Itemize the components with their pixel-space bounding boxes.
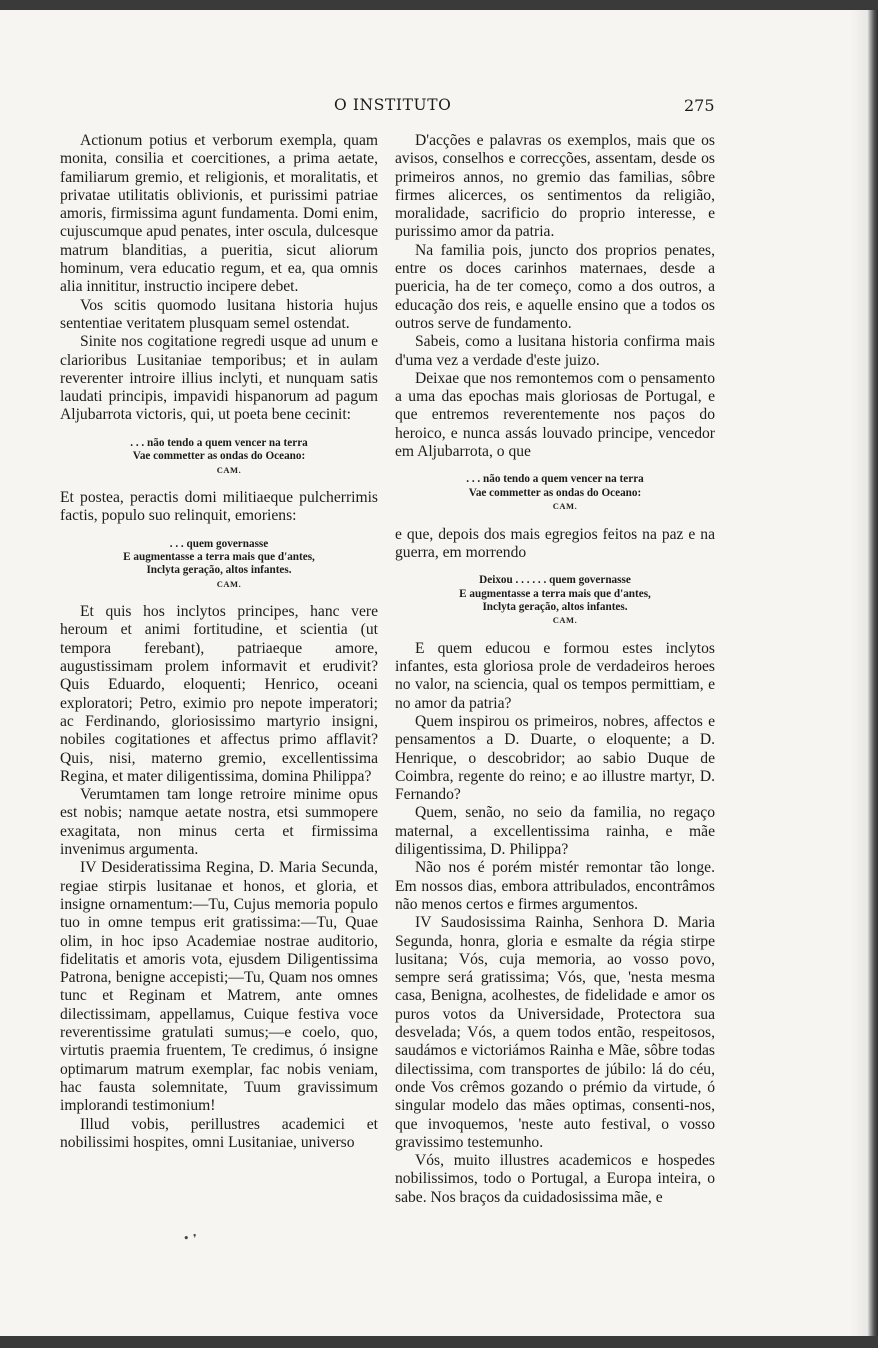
journal-title: O INSTITUTO [334, 96, 452, 114]
verse-attribution: CAM. [552, 501, 578, 512]
verse-line: Inclyta geração, altos infantes. [482, 600, 628, 613]
paragraph: Deixae que nos remontemos com o pensamento a uma das epochas mais gloriosas de Portugal, e que entremos reverentemente nos paços do heroico, e nunca assás louvado principe, vencedor em Aljubarrota, o que [395, 369, 715, 461]
paragraph: Verumtamen tam longe retroire minime opus est nobis; namque aetate nostra, etsi summopere exagitata, non minus certa et firmissima invenimus argumenta. [60, 786, 378, 859]
paragraph: Illud vobis, perillustres academici et nobilissimi hospites, omni Lusitaniae, universo [60, 1115, 378, 1151]
verse-line: E augmentasse a terra mais que d'antes, [123, 550, 315, 563]
verse-attribution: CAM. [552, 615, 578, 626]
paragraph: Et postea, peractis domi militiaeque pulcherrimis factis, populo suo relinquit, emoriens: [60, 488, 378, 525]
verse-line: . . . quem governasse [169, 537, 269, 550]
paragraph: Na familia pois, juncto dos proprios penates, entre os doces carinhos maternaes, desde a puericia, ha de ter começo, como a dos outros, a educação dos reis, e aquelle ensino que a todos os outros serve de fundamento. [395, 241, 715, 332]
verse-line: Deixou . . . . . . quem governasse [479, 574, 631, 587]
verse-line: Vae commetter as ondas do Oceano: [468, 486, 642, 499]
paragraph: Quem inspirou os primeiros, nobres, affectos e pensamentos a D. Duarte, o eloquente; a D. Henrique, o descobridor; ao sabio Duque de Coimbra, regente do reino; e ao illustre martyr, D. Fernando? [395, 712, 715, 804]
verse-line: E augmentasse a terra mais que d'antes, [459, 587, 651, 600]
paragraph: D'acções e palavras os exemplos, mais que os avisos, conselhos e correcções, assentam, desde os primeiros annos, no gremio das familias, sôbre firmes alicerces, os sentimentos da religião, moralidade, sacrificio do proprio interesse, e purissimo amor da patria. [395, 132, 715, 241]
page-fold-shadow [850, 10, 868, 1336]
paragraph: Vos scitis quomodo lusitana historia hujus sententiae veritatem plusquam semel ostendat. [60, 296, 378, 332]
paragraph: IV Desideratissima Regina, D. Maria Secunda, regiae stirpis lusitanae et honos, et gloria, et insigne ornamentum:—Tu, Cujus memoria populo tuo in omne tempus erit gratissima:—Tu, Quae olim, in hoc ipso Academiae nostrae auditorio, fidelitatis et amoris vota, ejusdem Diligentissima Patrona, benigne accepisti;—Tu, Quam nos omnes tunc et Reginam et Matrem, ante omnes dilectissimam, appellamus, Cuique festiva voce reverentissime gratulati sumus;—e coelo, quo, virtutis praemia fruentem, Te credimus, ó insigne optimarum matrum exemplar, fac nobis veniam, hac fausta solemnitate, Tuum gravissimum implorandi testimonium! [60, 859, 378, 1115]
verse-line: Inclyta geração, altos infantes. [146, 564, 292, 577]
paragraph: Actionum potius et verborum exempla, quam monita, consilia et coercitiones, a prima aetate, familiarum gremio, et religionis, et moralitatis, et privatae utilitatis oblivionis, et purissimi patriae amoris, firmissima agunt fundamenta. Domi enim, cujuscumque apud penates, inter oscula, dulcesque matrum blanditias, a pueritia, sicut aliorum hominum, vera educatio regum, et ea, qua omnis alia innititur, instructio incipere debet. [60, 132, 378, 296]
portuguese-column [395, 132, 715, 1207]
verse-attribution: CAM. [216, 578, 242, 589]
paragraph: e que, depois dos mais egregios feitos na paz e na guerra, em morrendo [395, 525, 715, 561]
verse-line: . . . não tendo a quem vencer na terra [130, 436, 308, 449]
verse-quote [60, 437, 378, 477]
page-edge [868, 10, 878, 1336]
verse-line: . . . não tendo a quem vencer na terra [466, 473, 644, 486]
verse-attribution: CAM. [216, 464, 242, 475]
paragraph: Et quis hos inclytos principes, hanc vere heroum et animi fortitudine, et scientia (ut tempora ferebant), patriaeque amore, augustissimam prolem informavit et erudivit? Quis Eduardo, eloquenti; Henrico, oceani exploratori; Petro, eximio pro nepote imperatori; ac Ferdinando, gloriosissimo martyrio insigni, nobiles cogitationes et affectus primo afflavit? Quis, nisi, materno gremio, excellentissima Regina, et mater diligentissima, domina Philippa? [60, 603, 378, 785]
page-number: 275 [684, 96, 715, 115]
paragraph: E quem educou e formou estes inclytos infantes, esta gloriosa prole de verdadeiros heroes no valor, na sciencia, qual os tempos permittiam, e no amor da patria? [395, 639, 715, 712]
verse-quote [60, 538, 378, 592]
verse-quote [395, 473, 715, 513]
paragraph: Quem, senão, no seio da familia, no regaço maternal, a excellentissima rainha, e mãe diligentissima, D. Philippa? [395, 804, 715, 859]
verse-line: Vae commetter as ondas do Oceano: [132, 450, 306, 463]
latin-column [60, 132, 378, 1152]
running-header [0, 96, 868, 118]
book-page [0, 10, 868, 1336]
paragraph: Sinite nos cogitatione regredi usque ad unum e clarioribus Lusitaniae temporibus; et in aulam reverenter introire illius inclyti, et nunquam satis laudati principis, impavidi hispanorum ad pagum Aljubarrota victoris, qui, ut poeta bene cecinit: [60, 333, 378, 424]
paragraph: Não nos é porém mistér remontar tão longe. Em nossos dias, embora attribulados, encontrâmos não menos certos e firmes argumentos. [395, 859, 715, 913]
paragraph: Vós, muito illustres academicos e hospedes nobilissimos, todo o Portugal, a Europa inteira, o sabe. Nos braços da cuidadosissima mãe, e [395, 1152, 715, 1206]
paragraph: Sabeis, como a lusitana historia confirma mais d'uma vez a verdade d'este juizo. [395, 333, 715, 369]
paragraph: IV Saudosissima Rainha, Senhora D. Maria Segunda, honra, gloria e esmalte da régia stirpe lusitana; Vós, cuja memoria, ao vosso povo, sempre será gratissima; Vós, que, 'nesta mesma casa, Benigna, acolhestes, de fidelidade e amor os puros votos da Universidade, Protectora sua desvelada; Vós, a quem todos então, respeitosos, saudámos e victoriámos Rainha e Mãe, sôbre todas dilectissima, com transportes de júbilo: lá do céu, onde Vos crêmos gozando o prémio da virtude, ó singular modelo das mães optimas, consenti-nos, que invoquemos, 'neste auto festival, o vosso gravissimo testemunho. [395, 914, 715, 1151]
verse-quote [395, 574, 715, 628]
printer-mark: • ❜ [183, 1232, 197, 1245]
